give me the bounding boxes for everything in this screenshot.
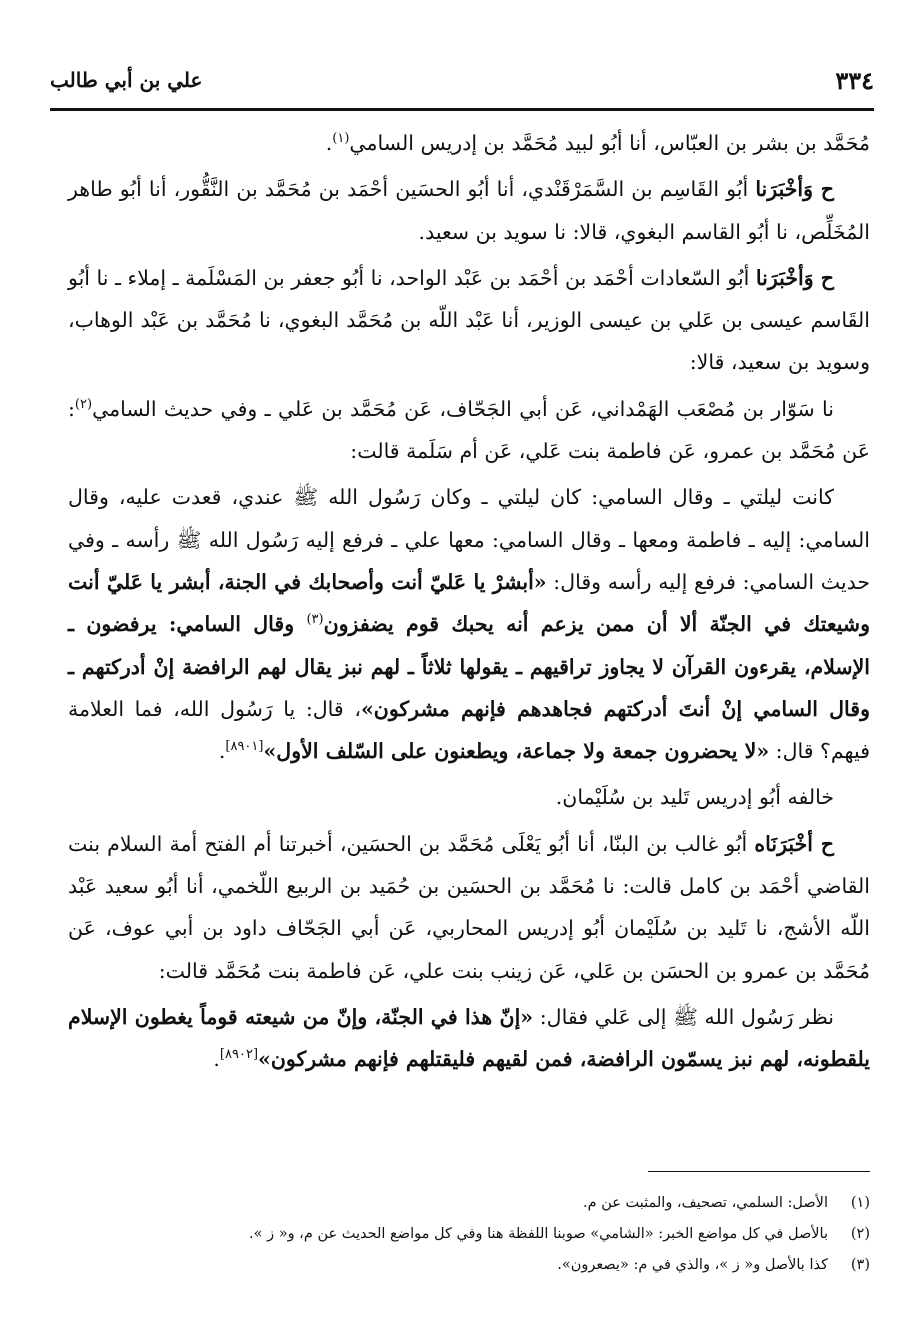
text-run: مُحَمَّد بن بشر بن العبّاس، أنا أبُو لبيد مُحَمَّد بن إدريس السامي (349, 131, 870, 155)
bold-text: وقال السامي: يرفضون ـ الإسلام، يقرءون القرآن لا يجاوز تراقيهم ـ يقولها ثلاثاً ـ لهم نبز يقال لهم الرافضة إنْ أدركتهم ـ وقال السامي إنْ أنتَ أدركتهم فجاهدهم فإنهم مشركون» (68, 612, 870, 721)
paragraph (68, 388, 870, 473)
paragraph (68, 168, 870, 253)
footnote (150, 1250, 870, 1281)
footnote-number: (١) (850, 1195, 870, 1211)
footnote-text: بالأصل في كل مواضع الخبر: «الشامي» صوبنا اللفظة هنا وفي كل مواضع الحديث عن م، و« ز ». (249, 1226, 828, 1242)
footnote (150, 1219, 870, 1250)
text-run: أبُو غالب بن البنّا، أنا أبُو يَعْلَى مُحَمَّد بن الحسَين، أخبرتنا أم الفتح أمة السلام بنت القاضي أحْمَد بن كامل قالت: نا مُحَمَّد بن الحسَين بن حُمَيد بن الربيع اللّخمي، أنا أبُو سعيد عَبْد اللّه الأشج، نا تَليد بن سُلَيْمان أبُو إدريس المحاربي، عَن أبي الجَحّاف داود بن أبي عوف، عَن مُحَمَّد بن عمرو بن الحسَن بن عَلي، عَن زينب بنت علي، عَن فاطمة بنت مُحَمَّد قالت: (68, 831, 870, 983)
footnote-text: الأصل: السلمي، تصحيف، والمثبت عن م. (583, 1195, 828, 1211)
footnote-number: (٣) (850, 1257, 870, 1273)
paragraph (68, 823, 870, 992)
reference-marker: [٨٩٠١] (225, 739, 264, 755)
main-text (68, 122, 870, 1081)
text-run: . (218, 739, 226, 764)
footnote-text: كذا بالأصل و« ز »، والذي في م: «يصعرون». (557, 1257, 828, 1273)
paragraph (68, 257, 870, 384)
paragraph (68, 776, 870, 818)
text-run: أبُو السّعادات أحْمَد بن أحْمَد بن عَبْد الواحد، نا أبُو جعفر بن المَسْلَمة ـ إملاء ـ نا أبُو القَاسم عيسى بن عَلي بن عيسى الوزير، أنا عَبْد اللّه بن مُحَمَّد البغوي، نا مُحَمَّد بن عَبْد الوهاب، وسويد بن سعيد، قالا: (68, 265, 870, 375)
bold-text: «إنّ هذا في الجنّة، وإنّ من شيعته قوماً يغطون الإسلام يلقطونه، لهم نبز يسمّون الرافضة، فمن لقيهم فليقتلهم فإنهم مشركون» (68, 1004, 870, 1072)
bold-text: ح وَأخْبَرَنا (755, 177, 834, 202)
reference-marker: [٨٩٠٢] (219, 1047, 259, 1063)
text-run: أبُو القَاسِم بن السَّمَرْقَنْدي، أنا أبُو الحسَين أحْمَد بن مُحَمَّد بن النَّقُّور، أنا أبُو طاهر المُخَلِّص، نا أبُو القاسم البغوي، قالا: نا سويد بن سعيد. (68, 177, 870, 244)
bold-text: «أبشرْ يا عَليّ أنت وأصحابك في الجنة، أبشر يا عَليّ أنت وشيعتك في الجنّة ألا أن ممن يزعم أنه يحبك قوم يضفزون (68, 569, 870, 637)
header-rule (50, 108, 874, 111)
text-run: . (325, 131, 333, 155)
bold-text: ح وَأخْبَرَنا (755, 265, 834, 290)
paragraph (68, 476, 870, 772)
text-run: نا سَوّار بن مُصْعَب الهَمْداني، عَن أبي الجَحّاف، عَن مُحَمَّد بن عَلي ـ وفي حديث السامي (92, 396, 834, 421)
bold-text: ح أخْبَرَنَاه (754, 831, 834, 856)
page-header (50, 62, 874, 102)
reference-marker: (١) (332, 131, 350, 147)
bold-text: «لا يحضرون جمعة ولا جماعة، ويطعنون على السّلف الأول» (263, 739, 770, 764)
running-title: علي بن أبي طالب (50, 68, 203, 92)
text-run: خالفه أبُو إدريس تَليد بن سُلَيْمان. (555, 785, 834, 810)
footnote-rule (648, 1171, 870, 1172)
text-run: نظر رَسُول الله ﷺ إلى عَلي فقال: (533, 1004, 835, 1029)
paragraph (68, 122, 870, 164)
footnote (150, 1188, 870, 1219)
reference-marker: (٢) (74, 396, 93, 412)
text-run: : عَن مُحَمَّد بن عمرو، عَن فاطمة بنت عَلي، عَن أم سَلَمة قالت: (68, 396, 870, 464)
footnote-number: (٢) (850, 1226, 870, 1242)
reference-marker: (٣) (306, 612, 324, 628)
footnotes (150, 1188, 870, 1281)
page-number: ٣٣٤ (835, 66, 874, 95)
text-run: كانت ليلتي ـ وقال السامي: كان ليلتي ـ وكان رَسُول الله ﷺ عندي، قعدت عليه، وقال السامي: إليه ـ فاطمة ومعها ـ وقال السامي: معها علي ـ فرفع إليه رَسُول الله ﷺ رأسه ـ وفي حديث السامي: فرفع إليه رأسه وقال: (68, 485, 871, 594)
text-run: ، قال: يا رَسُول الله، فما العلامة فيهم؟ قال: (68, 696, 870, 764)
text-run: . (213, 1047, 220, 1072)
paragraph (68, 996, 870, 1081)
